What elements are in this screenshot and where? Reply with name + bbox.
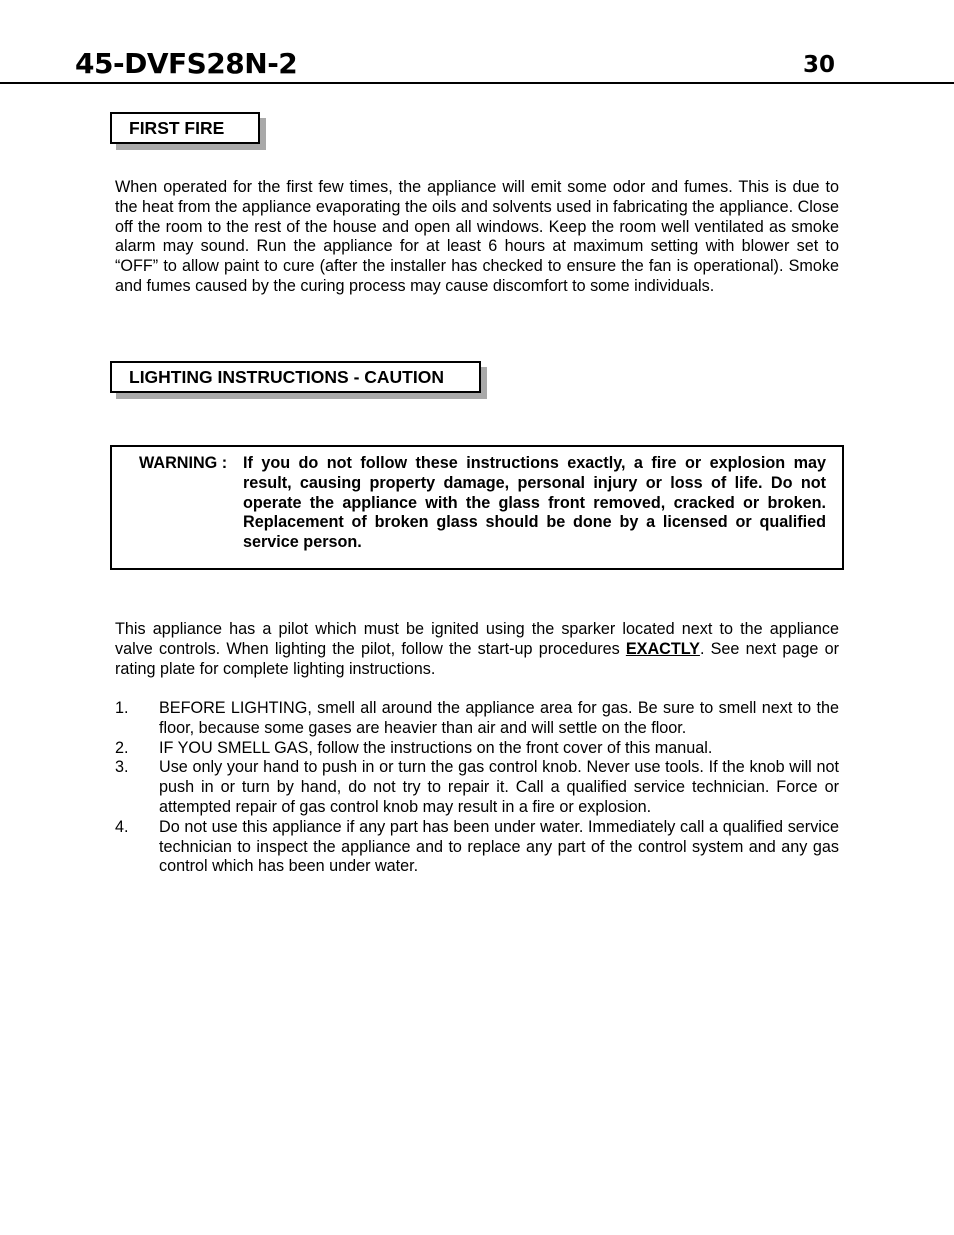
list-item-text: IF YOU SMELL GAS, follow the instructions on the front cover of this manual. [159, 738, 713, 757]
lighting-instructions-heading: LIGHTING INSTRUCTIONS - CAUTION [110, 361, 481, 393]
list-item-text: Use only your hand to push in or turn the gas control knob. Never use tools. If the knob will not push in or turn by hand, do not try to repair it. Call a qualified service technician. Force or attempted repair of gas control knob may result in a fire or explosion. [159, 758, 839, 816]
first-fire-heading: FIRST FIRE [110, 112, 260, 144]
warning-box [110, 445, 844, 570]
lighting-steps-list [115, 699, 839, 877]
list-item-text: BEFORE LIGHTING, smell all around the appliance area for gas. Be sure to smell next to the floor, because some gases are heavier than air and will settle on the floor. [159, 699, 839, 737]
list-item-text: Do not use this appliance if any part has been under water. Immediately call a qualified service technician to inspect the appliance and to replace any part of the control system and any gas control which has been under water. [159, 817, 839, 876]
intro-emphasis: EXACTLY [625, 639, 700, 658]
page-header-title: 45-DVFS28N-2 [75, 47, 298, 80]
lighting-intro-paragraph [115, 620, 839, 679]
list-item-number: 1. [115, 699, 129, 717]
warning-label: WARNING : [139, 454, 228, 472]
list-item [115, 818, 839, 877]
list-item [115, 758, 839, 817]
list-item [115, 739, 839, 759]
intro-text-part1: This appliance has a pilot which must be ignited using the sparker located next to the appliance valve controls. When lighting the pilot, follow the start-up procedures [115, 620, 839, 658]
intro-text-part2: . See next page or rating plate for complete lighting instructions. [115, 639, 839, 678]
list-item-number: 3. [115, 758, 129, 777]
list-item [115, 699, 839, 739]
warning-text: If you do not follow these instructions exactly, a fire or explosion may result, causing property damage, personal injury or loss of life. Do not operate the appliance with the glass front removed, cracked or broken. Replacement of broken glass should be done by a licensed or qualified service person. [243, 454, 826, 552]
first-fire-paragraph: When operated for the first few times, the appliance will emit some odor and fumes. This is due to the heat from the appliance evaporating the oils and solvents used in fabricating the appliance. Close off the room to the rest of the house and open all windows. Keep the room well ventilated as smoke alarm may sound. Run the appliance for at least 6 hours at maximum setting with blower set to “OFF” to allow paint to cure (after the installer has checked to ensure the fan is operational). Smoke and fumes caused by the curing process may cause discomfort to some individuals. [115, 178, 839, 295]
page-number: 30 [803, 52, 836, 78]
list-item-number: 2. [115, 738, 129, 757]
header-rule [0, 82, 954, 84]
list-item-number: 4. [115, 817, 129, 836]
